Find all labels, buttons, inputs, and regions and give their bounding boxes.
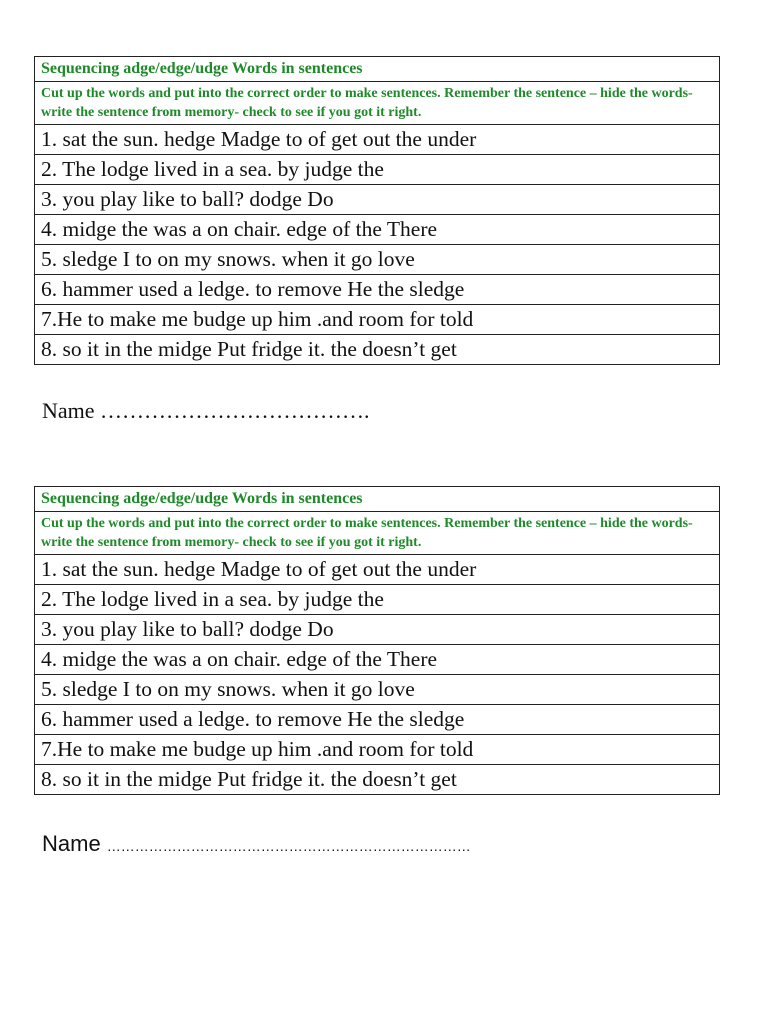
- sentence-row: [35, 245, 720, 275]
- sentence-row: [35, 705, 720, 735]
- name-label: Name: [42, 398, 101, 423]
- sentence-row: [35, 125, 720, 155]
- worksheet-instructions: Cut up the words and put into the correct order to make sentences. Remember the sentence – hide the words- write the sentence from memory- check to see if you got it right.: [35, 82, 720, 125]
- sentence-row: [35, 155, 720, 185]
- sentence-row: [35, 645, 720, 675]
- sequencing-table-1: [34, 56, 720, 365]
- sentence-row: [35, 735, 720, 765]
- name-line-1: [42, 398, 370, 424]
- sentence-1: 1. sat the sun. hedge Madge to of get out the under: [35, 555, 720, 585]
- worksheet-2: [34, 486, 720, 795]
- sentence-row: [35, 185, 720, 215]
- sentence-6: 6. hammer used a ledge. to remove He the sledge: [35, 705, 720, 735]
- sentence-5: 5. sledge I to on my snows. when it go love: [35, 675, 720, 705]
- sentence-row: [35, 555, 720, 585]
- worksheet-1: [34, 56, 720, 365]
- worksheet-title: Sequencing adge/edge/udge Words in sentences: [35, 487, 720, 512]
- name-line-2: [42, 831, 471, 857]
- title-row: [35, 487, 720, 512]
- sentence-4: 4. midge the was a on chair. edge of the There: [35, 215, 720, 245]
- sentence-8: 8. so it in the midge Put fridge it. the doesn’t get: [35, 335, 720, 365]
- sentence-2: 2. The lodge lived in a sea. by judge the: [35, 155, 720, 185]
- sentence-row: [35, 675, 720, 705]
- sentence-row: [35, 765, 720, 795]
- sentence-row: [35, 305, 720, 335]
- title-row: [35, 57, 720, 82]
- sentence-2: 2. The lodge lived in a sea. by judge the: [35, 585, 720, 615]
- worksheet-title: Sequencing adge/edge/udge Words in sentences: [35, 57, 720, 82]
- sentence-row: [35, 215, 720, 245]
- sentence-row: [35, 275, 720, 305]
- instructions-row: [35, 512, 720, 555]
- sentence-7: 7.He to make me budge up him .and room for told: [35, 305, 720, 335]
- name-dots: ……………………………………………………………………: [106, 838, 471, 854]
- sentence-3: 3. you play like to ball? dodge Do: [35, 185, 720, 215]
- sequencing-table-2: [34, 486, 720, 795]
- sentence-6: 6. hammer used a ledge. to remove He the sledge: [35, 275, 720, 305]
- sentence-1: 1. sat the sun. hedge Madge to of get out the under: [35, 125, 720, 155]
- sentence-3: 3. you play like to ball? dodge Do: [35, 615, 720, 645]
- sentence-8: 8. so it in the midge Put fridge it. the doesn’t get: [35, 765, 720, 795]
- worksheet-instructions: Cut up the words and put into the correct order to make sentences. Remember the sentence – hide the words- write the sentence from memory- check to see if you got it right.: [35, 512, 720, 555]
- name-dots: ……………………………….: [100, 398, 370, 423]
- sentence-4: 4. midge the was a on chair. edge of the There: [35, 645, 720, 675]
- sentence-row: [35, 335, 720, 365]
- instructions-row: [35, 82, 720, 125]
- sentence-7: 7.He to make me budge up him .and room for told: [35, 735, 720, 765]
- name-label: Name: [42, 831, 107, 856]
- sentence-row: [35, 585, 720, 615]
- sentence-row: [35, 615, 720, 645]
- sentence-5: 5. sledge I to on my snows. when it go love: [35, 245, 720, 275]
